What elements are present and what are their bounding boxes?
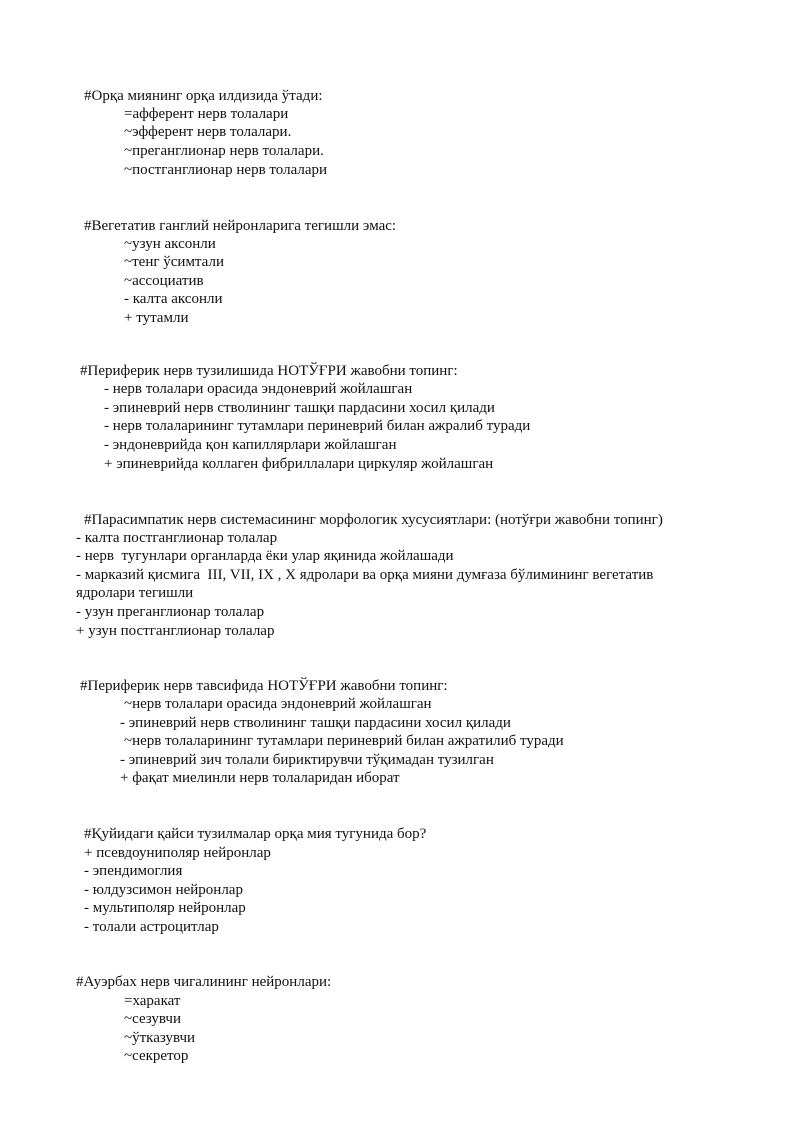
- question-5-answer-5: + фақат миелинли нерв толаларидан иборат: [120, 770, 400, 786]
- question-7-answer-1: =харакат: [124, 993, 181, 1009]
- question-3-answer-1: - нерв толалари орасида эндоневрий жойлашган: [104, 381, 413, 397]
- question-6-answer-2: - эпендимоглия: [84, 863, 183, 879]
- question-2-answer-5: + тутамли: [124, 310, 189, 326]
- question-1-answer-3: ~преганглионар нерв толалари.: [124, 143, 324, 159]
- question-4-answer-4: - узун преганглионар толалар: [76, 604, 265, 620]
- question-7-answer-2: ~сезувчи: [124, 1011, 181, 1027]
- question-6-answer-4: - мультиполяр нейронлар: [84, 900, 246, 916]
- question-5-answer-2: - эпиневрий нерв стволининг ташқи пардасини хосил қилади: [120, 715, 511, 731]
- question-6-answer-3: - юлдузсимон нейронлар: [84, 882, 243, 898]
- question-3-answer-5: + эпиневрийда коллаген фибриллалари циркуляр жойлашган: [104, 456, 494, 472]
- question-4-text: #Парасимпатик нерв системасининг морфологик хусусиятлари: (нотўғри жавобни топинг): [84, 512, 663, 528]
- question-5-answer-3: ~нерв толаларининг тутамлари периневрий билан ажратилиб туради: [124, 733, 564, 749]
- question-3-answer-4: - эндоневрийда қон капиллярлари жойлашган: [104, 437, 397, 453]
- question-2-answer-2: ~тенг ўсимтали: [124, 254, 224, 270]
- question-2-answer-4: - калта аксонли: [124, 291, 223, 307]
- question-5-answer-1: ~нерв толалари орасида эндоневрий жойлашган: [124, 696, 432, 712]
- question-4-answer-1: - калта постганглионар толалар: [76, 530, 278, 546]
- question-6-answer-5: - толали астроцитлар: [84, 919, 219, 935]
- question-4-answer-5: + узун постганглионар толалар: [76, 623, 275, 639]
- question-7-answer-4: ~секретор: [124, 1048, 189, 1064]
- question-2-text: #Вегетатив ганглий нейронларига тегишли эмас:: [84, 218, 397, 234]
- question-1-answer-1: =афферент нерв толалари: [124, 106, 289, 122]
- question-5-text: #Периферик нерв тавсифида НОТЎҒРИ жавобни топинг:: [80, 678, 448, 694]
- question-6-text: #Қуйидаги қайси тузилмалар орқа мия тугунида бор?: [84, 826, 427, 842]
- question-7-answer-3: ~ўтказувчи: [124, 1030, 196, 1046]
- question-4-answer-3: - марказий қисмига III, VII, IX , X ядролари ва орқа мияни думғаза бўлимининг вегетатив: [76, 567, 654, 583]
- question-5-answer-4: - эпиневрий зич толали бириктирувчи тўқимадан тузилган: [120, 752, 494, 768]
- question-3-answer-3: - нерв толаларининг тутамлари периневрий билан ажралиб туради: [104, 418, 531, 434]
- question-1-text: #Орқа миянинг орқа илдизида ўтади:: [84, 88, 323, 104]
- question-2-answer-1: ~узун аксонли: [124, 236, 216, 252]
- question-1-answer-2: ~эфферент нерв толалари.: [124, 124, 292, 140]
- question-1-answer-4: ~постганглионар нерв толалари: [124, 162, 328, 178]
- question-3-text: #Периферик нерв тузилишида НОТЎҒРИ жавобни топинг:: [80, 363, 458, 379]
- question-2-answer-3: ~ассоциатив: [124, 273, 204, 289]
- question-4-answer-3-continued: ядролари тегишли: [76, 585, 194, 601]
- question-4-answer-2: - нерв тугунлари органларда ёки улар яқинида жойлашади: [76, 548, 454, 564]
- question-3-answer-2: - эпиневрий нерв стволининг ташқи пардасини хосил қилади: [104, 400, 495, 416]
- question-6-answer-1: + псевдоуниполяр нейронлар: [84, 845, 271, 861]
- question-7-text: #Ауэрбах нерв чигалининг нейронлари:: [76, 974, 332, 990]
